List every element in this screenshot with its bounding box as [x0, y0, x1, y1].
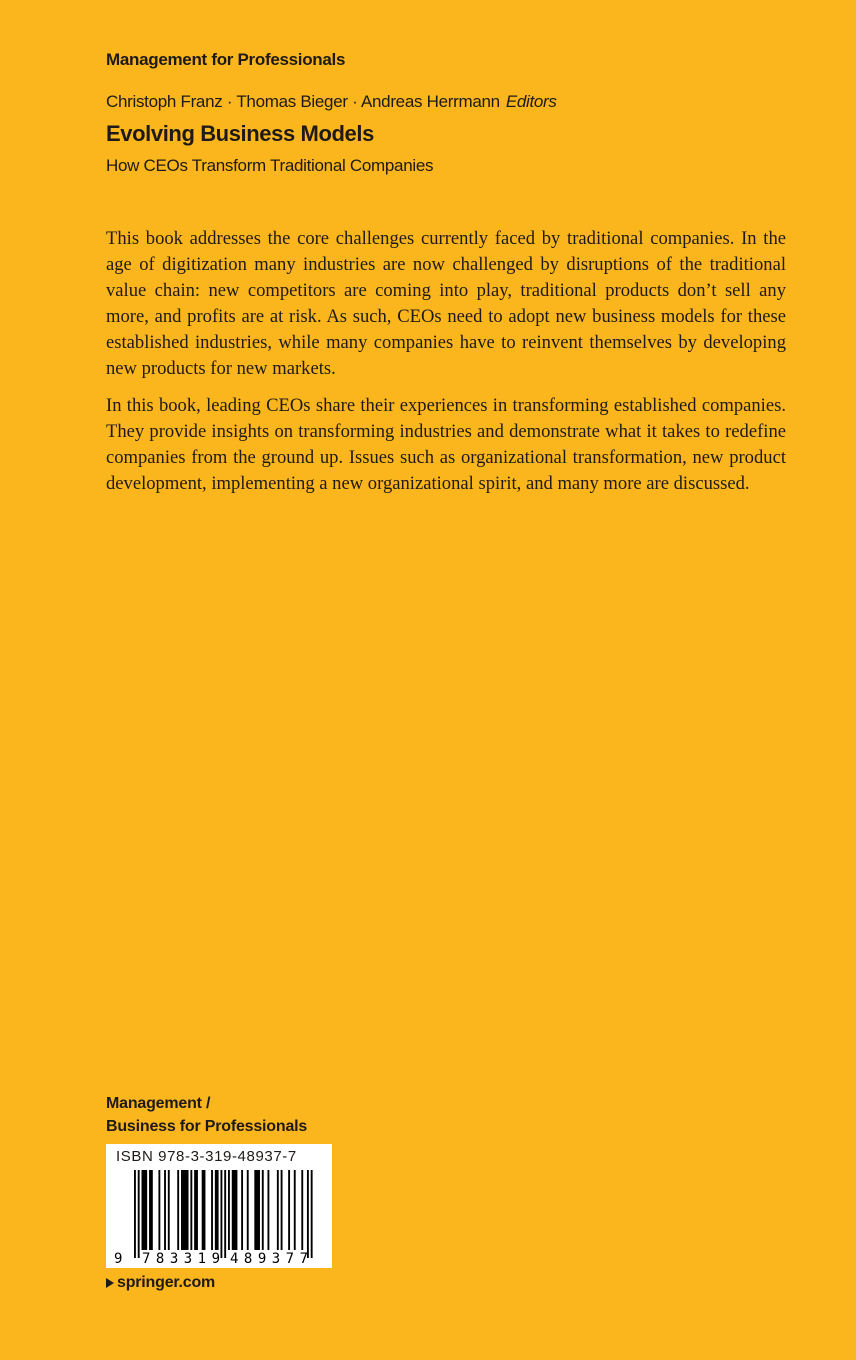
barcode-bars — [134, 1170, 313, 1258]
editor-names: Christoph Franz · Thomas Bieger · Andreas Herrmann — [106, 92, 500, 111]
barcode-bar — [164, 1170, 166, 1250]
barcode-bar — [232, 1170, 238, 1250]
barcode-bar — [194, 1170, 198, 1250]
category-line: Business for Professionals — [106, 1118, 308, 1135]
category-line: Management / — [106, 1095, 211, 1112]
barcode-bar — [190, 1170, 192, 1250]
barcode-bar — [281, 1170, 283, 1250]
barcode-bar — [267, 1170, 269, 1250]
barcode-bar — [307, 1170, 309, 1258]
barcode-digits-right: 489377 — [230, 1251, 308, 1267]
barcode-bar — [138, 1170, 140, 1258]
barcode-bar — [294, 1170, 296, 1250]
barcode-bar — [262, 1170, 264, 1250]
barcode-first-digit: 9 — [114, 1251, 123, 1267]
series-title: Management for Professionals — [106, 50, 346, 69]
isbn-barcode — [106, 1144, 332, 1268]
barcode-bar — [228, 1170, 230, 1250]
editors-role: Editors — [505, 92, 557, 111]
barcode-graphic — [106, 1144, 332, 1268]
barcode-bar — [247, 1170, 249, 1250]
subject-category — [106, 1092, 307, 1138]
barcode-bar — [311, 1170, 313, 1258]
barcode-bar — [168, 1170, 170, 1250]
barcode-bar — [181, 1170, 189, 1250]
barcode-bar — [215, 1170, 219, 1250]
barcode-bar — [177, 1170, 179, 1250]
description-paragraph: This book addresses the core challenges currently faced by traditional companies. In the age of digitization many industries are now challenged by disruptions of the traditional value chain: new competitors are coming into play, traditional products don’t sell any more, and profits are at risk. As such, CEOs need to adopt new business models for these established industries, while many companies have to reinvent themselves by developing new products for new markets. — [106, 228, 786, 379]
barcode-bar — [134, 1170, 136, 1258]
book-subtitle: How CEOs Transform Traditional Companies — [106, 156, 434, 175]
barcode-bar — [254, 1170, 260, 1250]
barcode-bar — [149, 1170, 153, 1250]
barcode-bar — [277, 1170, 279, 1250]
isbn-label: ISBN 978-3-319-48937-7 — [116, 1148, 297, 1165]
publisher-url[interactable]: springer.com — [117, 1274, 216, 1291]
barcode-bar — [158, 1170, 160, 1250]
barcode-bar — [224, 1170, 226, 1258]
barcode-bar — [301, 1170, 303, 1250]
description-paragraph: In this book, leading CEOs share their experiences in transforming established companies. They provide insights on transforming industries and demonstrate what it takes to redefine companies from the ground up. Issues such as organizational transformation, new product development, implementing a new organizational spirit, and many more are discussed. — [106, 395, 786, 494]
book-title: Evolving Business Models — [106, 121, 374, 146]
book-description — [106, 226, 786, 508]
publisher-link[interactable] — [106, 1274, 215, 1292]
triangle-arrow-icon — [106, 1278, 114, 1288]
barcode-digits-left: 783319 — [142, 1251, 220, 1267]
barcode-bar — [142, 1170, 148, 1250]
barcode-bar — [288, 1170, 290, 1250]
barcode-bar — [211, 1170, 213, 1250]
editors-line — [106, 92, 557, 112]
barcode-bar — [241, 1170, 243, 1250]
barcode-bar — [202, 1170, 206, 1250]
barcode-bar — [220, 1170, 222, 1258]
